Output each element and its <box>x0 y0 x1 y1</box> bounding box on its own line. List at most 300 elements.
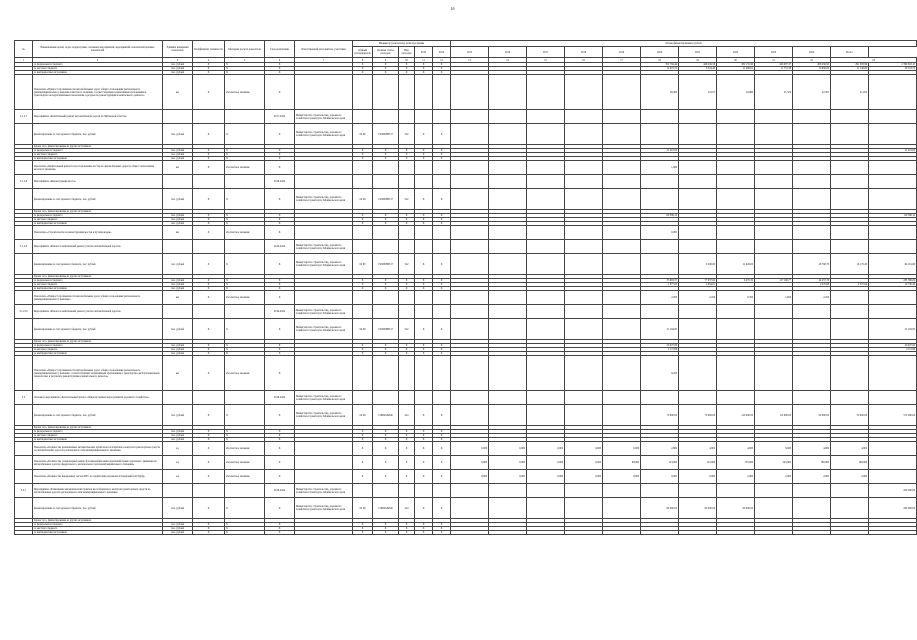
table-cell: Показатель «Капитальный ремонт и восстановление мостов на автомобильных дорогах общего пользования местного значения» <box>33 161 163 175</box>
table-cell: Х <box>373 283 399 287</box>
table-cell <box>451 319 489 340</box>
table-cell <box>295 226 353 240</box>
table-cell <box>399 240 415 254</box>
table-cell <box>451 226 489 240</box>
table-cell <box>755 391 793 405</box>
table-cell: Х <box>353 430 373 434</box>
table-cell <box>163 240 193 254</box>
table-cell <box>399 484 415 498</box>
table-cell: Х <box>373 434 399 438</box>
table-cell: 414 <box>399 498 415 519</box>
table-cell: Х <box>353 456 373 470</box>
table-cell <box>433 484 451 498</box>
table-cell <box>193 175 225 189</box>
table-cell: Х <box>433 124 451 145</box>
table-cell <box>489 110 527 124</box>
table-cell <box>717 484 755 498</box>
table-cell <box>451 175 489 189</box>
table-cell: Х <box>373 157 399 161</box>
table-cell <box>793 319 831 340</box>
table-cell: Х <box>433 214 451 218</box>
table-cell: Х <box>353 149 373 153</box>
table-cell: Х <box>415 438 433 442</box>
table-cell <box>603 124 641 145</box>
table-cell: 26 768,70 <box>793 254 831 275</box>
table-cell <box>353 110 373 124</box>
header-cell: 2017 <box>527 47 565 58</box>
table-cell <box>373 484 399 498</box>
table-cell: 283 589,06 <box>869 279 917 283</box>
table-cell <box>489 254 527 275</box>
table-cell <box>717 226 755 240</box>
table-cell: тыс. рублей <box>163 352 193 356</box>
table-cell: км <box>163 75 193 110</box>
table-cell <box>603 240 641 254</box>
table-cell: финансирование за счет краевого бюджета, тыс. рублей <box>33 124 163 145</box>
table-cell: тыс. рублей <box>163 430 193 434</box>
table-cell <box>399 175 415 189</box>
table-cell: Х <box>433 254 451 275</box>
table-cell <box>565 226 603 240</box>
table-cell <box>451 75 489 110</box>
table-cell: Х <box>373 63 399 67</box>
table-cell: Х <box>193 218 225 222</box>
table-cell: тыс. рублей <box>163 189 193 210</box>
table-cell: Х <box>399 214 415 218</box>
table-cell: Кроме того, финансирование из других источников: <box>33 145 163 149</box>
table-cell <box>489 356 527 391</box>
table-cell <box>603 405 641 426</box>
table-row <box>15 254 917 275</box>
table-cell: 2 115,96 <box>641 348 679 352</box>
table-cell: за федерального бюджета <box>33 523 163 527</box>
table-cell <box>225 240 265 254</box>
table-cell: 0,000 <box>527 442 565 456</box>
table-cell <box>489 305 527 319</box>
table-cell: 0,000 <box>603 470 641 484</box>
table-cell: Х <box>373 67 399 71</box>
column-number: 12 <box>433 58 451 63</box>
table-cell: 200 000,00 <box>869 498 917 519</box>
table-cell <box>831 161 869 175</box>
table-cell: Х <box>433 222 451 226</box>
table-cell <box>451 110 489 124</box>
table-cell: Министерство строительства, дорожного хозяйства и транспорта Забайкальского края <box>295 110 353 124</box>
header-cell: Наименование целей, задач, подпрограмм, основных мероприятий, мероприятий, показателей целевых показателей <box>33 41 163 58</box>
table-cell <box>793 356 831 391</box>
table-cell <box>755 484 793 498</box>
table-cell: Кроме того, финансирование из других источников: <box>33 426 163 430</box>
table-cell: 04 09 <box>353 405 373 426</box>
table-cell <box>869 356 917 391</box>
table-cell: 414 <box>399 405 415 426</box>
table-cell: Х <box>433 405 451 426</box>
table-row <box>15 291 917 305</box>
table-cell <box>193 484 225 498</box>
table-cell <box>869 442 917 456</box>
table-cell: Х <box>193 291 225 305</box>
table-cell: Х <box>353 531 373 535</box>
table-row <box>15 189 917 210</box>
table-cell <box>433 305 451 319</box>
table-cell: Х <box>353 214 373 218</box>
table-cell <box>353 175 373 189</box>
table-cell <box>869 531 917 535</box>
table-cell <box>415 226 433 240</box>
table-cell <box>527 291 565 305</box>
table-cell <box>373 75 399 110</box>
table-cell <box>603 531 641 535</box>
table-cell: Х <box>415 214 433 218</box>
table-cell: Министерство строительства, дорожного хозяйства и транспорта Забайкальского края <box>295 405 353 426</box>
table-cell <box>373 391 399 405</box>
table-cell: Х <box>265 430 295 434</box>
table-cell <box>641 175 679 189</box>
table-cell <box>755 124 793 145</box>
table-cell <box>565 291 603 305</box>
table-cell: 2,000 <box>755 470 793 484</box>
table-cell: Х <box>225 531 265 535</box>
table-cell: 0,000 <box>565 442 603 456</box>
table-cell: 6,760 <box>717 291 755 305</box>
table-cell <box>489 391 527 405</box>
column-number: 22 <box>793 58 831 63</box>
table-cell <box>793 498 831 519</box>
table-cell: Х <box>265 279 295 283</box>
table-cell: 10 730,26 <box>869 283 917 287</box>
table-cell: Х <box>415 430 433 434</box>
table-cell: Х <box>415 63 433 67</box>
table-cell <box>415 161 433 175</box>
table-cell: Х <box>193 352 225 356</box>
table-cell <box>603 319 641 340</box>
table-cell: 150R2М4340 <box>373 405 399 426</box>
table-row <box>15 305 917 319</box>
table-cell: Х <box>415 71 433 75</box>
table-cell: км <box>163 356 193 391</box>
table-cell <box>433 110 451 124</box>
table-cell: Х <box>433 523 451 527</box>
table-cell <box>373 291 399 305</box>
table-cell <box>399 75 415 110</box>
table-cell: финансирование за счет краевого бюджета, тыс. рублей <box>33 189 163 210</box>
table-cell <box>527 254 565 275</box>
table-cell: 123,000 <box>679 456 717 470</box>
table-cell: Х <box>193 157 225 161</box>
table-cell: 16,960 <box>717 75 755 110</box>
table-cell <box>717 124 755 145</box>
table-cell <box>565 175 603 189</box>
table-cell: 04 09 <box>353 319 373 340</box>
column-number: 17 <box>603 58 641 63</box>
header-cell: 2014 <box>433 47 451 58</box>
table-cell <box>831 175 869 189</box>
table-cell <box>603 498 641 519</box>
table-cell <box>433 161 451 175</box>
table-cell: 291 383,96 <box>831 63 869 67</box>
table-cell <box>641 531 679 535</box>
table-cell <box>399 226 415 240</box>
table-cell: за внебюджетных источников <box>33 438 163 442</box>
table-cell <box>831 305 869 319</box>
table-cell: 522 <box>399 254 415 275</box>
table-cell: Кроме того, финансирование из других источников: <box>33 340 163 344</box>
table-cell: за федерального бюджета <box>33 63 163 67</box>
table-cell <box>433 226 451 240</box>
table-cell <box>15 442 33 456</box>
table-cell: 1,069 <box>641 161 679 175</box>
table-cell <box>527 305 565 319</box>
table-cell: 245,000 <box>755 456 793 470</box>
table-cell: 112 000,00 <box>755 405 793 426</box>
table-cell: Х <box>415 405 433 426</box>
table-cell: Х <box>353 71 373 75</box>
table-cell: тыс. рублей <box>163 287 193 291</box>
table-cell: Х <box>225 279 265 283</box>
table-cell: 20 927,00 <box>869 344 917 348</box>
table-cell: 90 000,00 <box>793 405 831 426</box>
table-cell: 572 000,00 <box>869 405 917 426</box>
header-group-indicators: Индикатор (показатель) цели программы <box>353 41 451 47</box>
table-cell: за внебюджетных источников <box>33 157 163 161</box>
table-cell: Х <box>373 470 399 484</box>
table-cell: 2018-2024 <box>265 175 295 189</box>
table-cell: Х <box>399 430 415 434</box>
table-cell <box>527 175 565 189</box>
table-cell: Х <box>399 348 415 352</box>
table-cell <box>831 226 869 240</box>
table-cell: Х <box>193 254 225 275</box>
table-cell <box>433 175 451 189</box>
table-cell: Х <box>433 319 451 340</box>
table-cell <box>415 240 433 254</box>
table-cell <box>869 305 917 319</box>
table-cell: Х <box>415 456 433 470</box>
table-cell: 2,000 <box>793 470 831 484</box>
table-cell <box>641 189 679 210</box>
table-cell: Х <box>399 218 415 222</box>
header-cell: 2023 <box>755 47 793 58</box>
table-cell: тыс. рублей <box>163 523 193 527</box>
table-cell: 04 09 <box>353 254 373 275</box>
table-cell: Х <box>353 344 373 348</box>
table-cell <box>163 110 193 124</box>
table-cell: Х <box>353 218 373 222</box>
table-cell: Х <box>265 254 295 275</box>
table-cell <box>451 391 489 405</box>
table-cell: Х <box>415 523 433 527</box>
table-cell <box>415 291 433 305</box>
table-cell <box>641 391 679 405</box>
table-cell <box>755 189 793 210</box>
table-cell <box>163 391 193 405</box>
table-cell: Х <box>265 405 295 426</box>
table-cell: Х <box>193 344 225 348</box>
table-cell: 21 194,85 <box>869 319 917 340</box>
header-cell: 2013 <box>415 47 433 58</box>
table-cell: 21 194,85 <box>641 319 679 340</box>
table-cell: Х <box>373 222 399 226</box>
column-number: 9 <box>373 58 399 63</box>
table-cell <box>717 161 755 175</box>
table-cell: Х <box>265 291 295 305</box>
table-cell: Показатель «Количество внедренных систем ИТС на территории дорожных агломераций (АСУДД)» <box>33 470 163 484</box>
table-cell: Х <box>433 218 451 222</box>
table-cell: Х <box>373 149 399 153</box>
table-cell <box>295 470 353 484</box>
table-cell: Кроме того, финансирование из других источников: <box>33 519 163 523</box>
table-cell: Х <box>399 283 415 287</box>
table-cell <box>831 356 869 391</box>
table-cell: 3.1.2.8 <box>15 175 33 189</box>
table-cell: 3.1.2.10 <box>15 305 33 319</box>
table-cell: Х <box>415 279 433 283</box>
table-cell: Х <box>433 149 451 153</box>
table-cell: 150000Н0517 <box>373 189 399 210</box>
table-cell <box>603 161 641 175</box>
table-cell <box>415 391 433 405</box>
table-cell: тыс. рублей <box>163 153 193 157</box>
table-cell: 3.2.1 <box>15 484 33 498</box>
table-cell: Х <box>225 344 265 348</box>
table-cell: Х <box>433 352 451 356</box>
table-cell: Х <box>193 153 225 157</box>
table-cell: 522 <box>399 189 415 210</box>
table-cell <box>415 175 433 189</box>
table-cell: 2,256 <box>793 291 831 305</box>
table-cell: Х <box>415 283 433 287</box>
table-cell: Х <box>353 523 373 527</box>
table-cell <box>489 189 527 210</box>
table-cell: тыс. рублей <box>163 283 193 287</box>
table-cell <box>451 161 489 175</box>
table-cell <box>163 484 193 498</box>
table-cell <box>15 226 33 240</box>
table-cell <box>527 531 565 535</box>
table-cell: Мероприятие «Капитальный ремонт автомобильной дороги по Читинской области» <box>33 110 163 124</box>
table-cell <box>451 189 489 210</box>
table-cell: Х <box>265 352 295 356</box>
table-cell <box>527 189 565 210</box>
table-cell <box>869 470 917 484</box>
table-cell <box>831 110 869 124</box>
table-cell: абсолютное значение <box>225 442 265 456</box>
header-cell: 2020 <box>641 47 679 58</box>
table-cell: Министерство строительства, дорожного хозяйства и транспорта Забайкальского края <box>295 124 353 145</box>
table-cell: Показатель «Прирост протяженности автомобильных дорог общего пользования регионального (межмуниципального) значения, соответствующих нормативным требованиям к транспортно-эксплуатационным показателям, в результате реконструкции и капитального ремонта» <box>33 356 163 391</box>
table-cell: Х <box>353 527 373 531</box>
table-cell <box>489 319 527 340</box>
table-cell: Х <box>415 157 433 161</box>
table-cell: Х <box>193 498 225 519</box>
table-cell: 3.1.2.7 <box>15 110 33 124</box>
table-row <box>15 161 917 175</box>
table-row <box>15 391 917 405</box>
table-cell: 0,000 <box>489 470 527 484</box>
table-cell <box>15 189 33 210</box>
table-cell: Х <box>265 153 295 157</box>
table-cell <box>295 75 353 110</box>
table-cell <box>451 240 489 254</box>
table-cell: Х <box>225 222 265 226</box>
table-cell: 2018-2024 <box>265 484 295 498</box>
table-cell: Х <box>193 438 225 442</box>
column-number: 21 <box>755 58 793 63</box>
table-cell <box>353 240 373 254</box>
table-cell <box>527 226 565 240</box>
table-cell: Х <box>265 189 295 210</box>
table-cell: Показатель «Прирост протяженности автомобильных дорог общего пользования регионального (межмуниципального) значения и местного значения, соответствующих нормативным требованиям к транспортно-эксплуатационным показателям, в результате реконструкции и капитального ремонта» <box>33 75 163 110</box>
column-number: 16 <box>565 58 603 63</box>
table-cell <box>399 291 415 305</box>
table-cell: Х <box>225 283 265 287</box>
table-cell: Х <box>193 456 225 470</box>
table-cell <box>793 124 831 145</box>
table-cell <box>755 531 793 535</box>
table-cell: Х <box>433 531 451 535</box>
table-cell: Х <box>399 63 415 67</box>
table-cell <box>433 75 451 110</box>
table-cell <box>679 240 717 254</box>
table-cell: Х <box>433 527 451 531</box>
table-cell <box>565 498 603 519</box>
table-cell <box>373 226 399 240</box>
table-cell <box>163 175 193 189</box>
column-number: 14 <box>489 58 527 63</box>
header-cell: Срок реализации <box>265 41 295 58</box>
table-cell: 150000Н0517 <box>373 124 399 145</box>
table-row <box>15 175 917 189</box>
table-cell: абсолютное значение <box>225 161 265 175</box>
table-cell: Х <box>353 283 373 287</box>
table-cell <box>15 456 33 470</box>
table-cell: тыс. рублей <box>163 434 193 438</box>
table-cell: Х <box>225 405 265 426</box>
table-cell: Х <box>225 254 265 275</box>
table-cell: 0,000 <box>527 456 565 470</box>
table-cell: Х <box>373 352 399 356</box>
table-cell: Х <box>399 71 415 75</box>
table-cell: Х <box>373 531 399 535</box>
table-cell <box>831 531 869 535</box>
header-cell: Целевая статья расходов <box>373 47 399 58</box>
table-cell <box>527 240 565 254</box>
header-cell: главный распорядитель <box>353 47 373 58</box>
column-number: 19 <box>679 58 717 63</box>
table-cell: 0,000 <box>489 456 527 470</box>
table-cell <box>451 254 489 275</box>
column-number: 8 <box>353 58 373 63</box>
table-cell <box>603 110 641 124</box>
table-cell: 0,000 <box>565 470 603 484</box>
table-cell <box>755 175 793 189</box>
table-cell: 117 160,77 <box>755 279 793 283</box>
table-cell: Х <box>399 523 415 527</box>
table-cell <box>603 484 641 498</box>
table-cell <box>565 405 603 426</box>
table-cell <box>565 484 603 498</box>
table-cell: 2 470,68 <box>793 283 831 287</box>
header-cell: 2016 <box>489 47 527 58</box>
table-cell: Х <box>353 348 373 352</box>
table-cell: Х <box>373 71 399 75</box>
header-cell: 2015 <box>451 47 489 58</box>
table-cell <box>415 110 433 124</box>
table-cell: 119 399,12 <box>869 214 917 218</box>
table-cell: за федерального бюджета <box>33 430 163 434</box>
table-cell <box>527 405 565 426</box>
header-cell: Коэффициент значимости <box>193 41 225 58</box>
